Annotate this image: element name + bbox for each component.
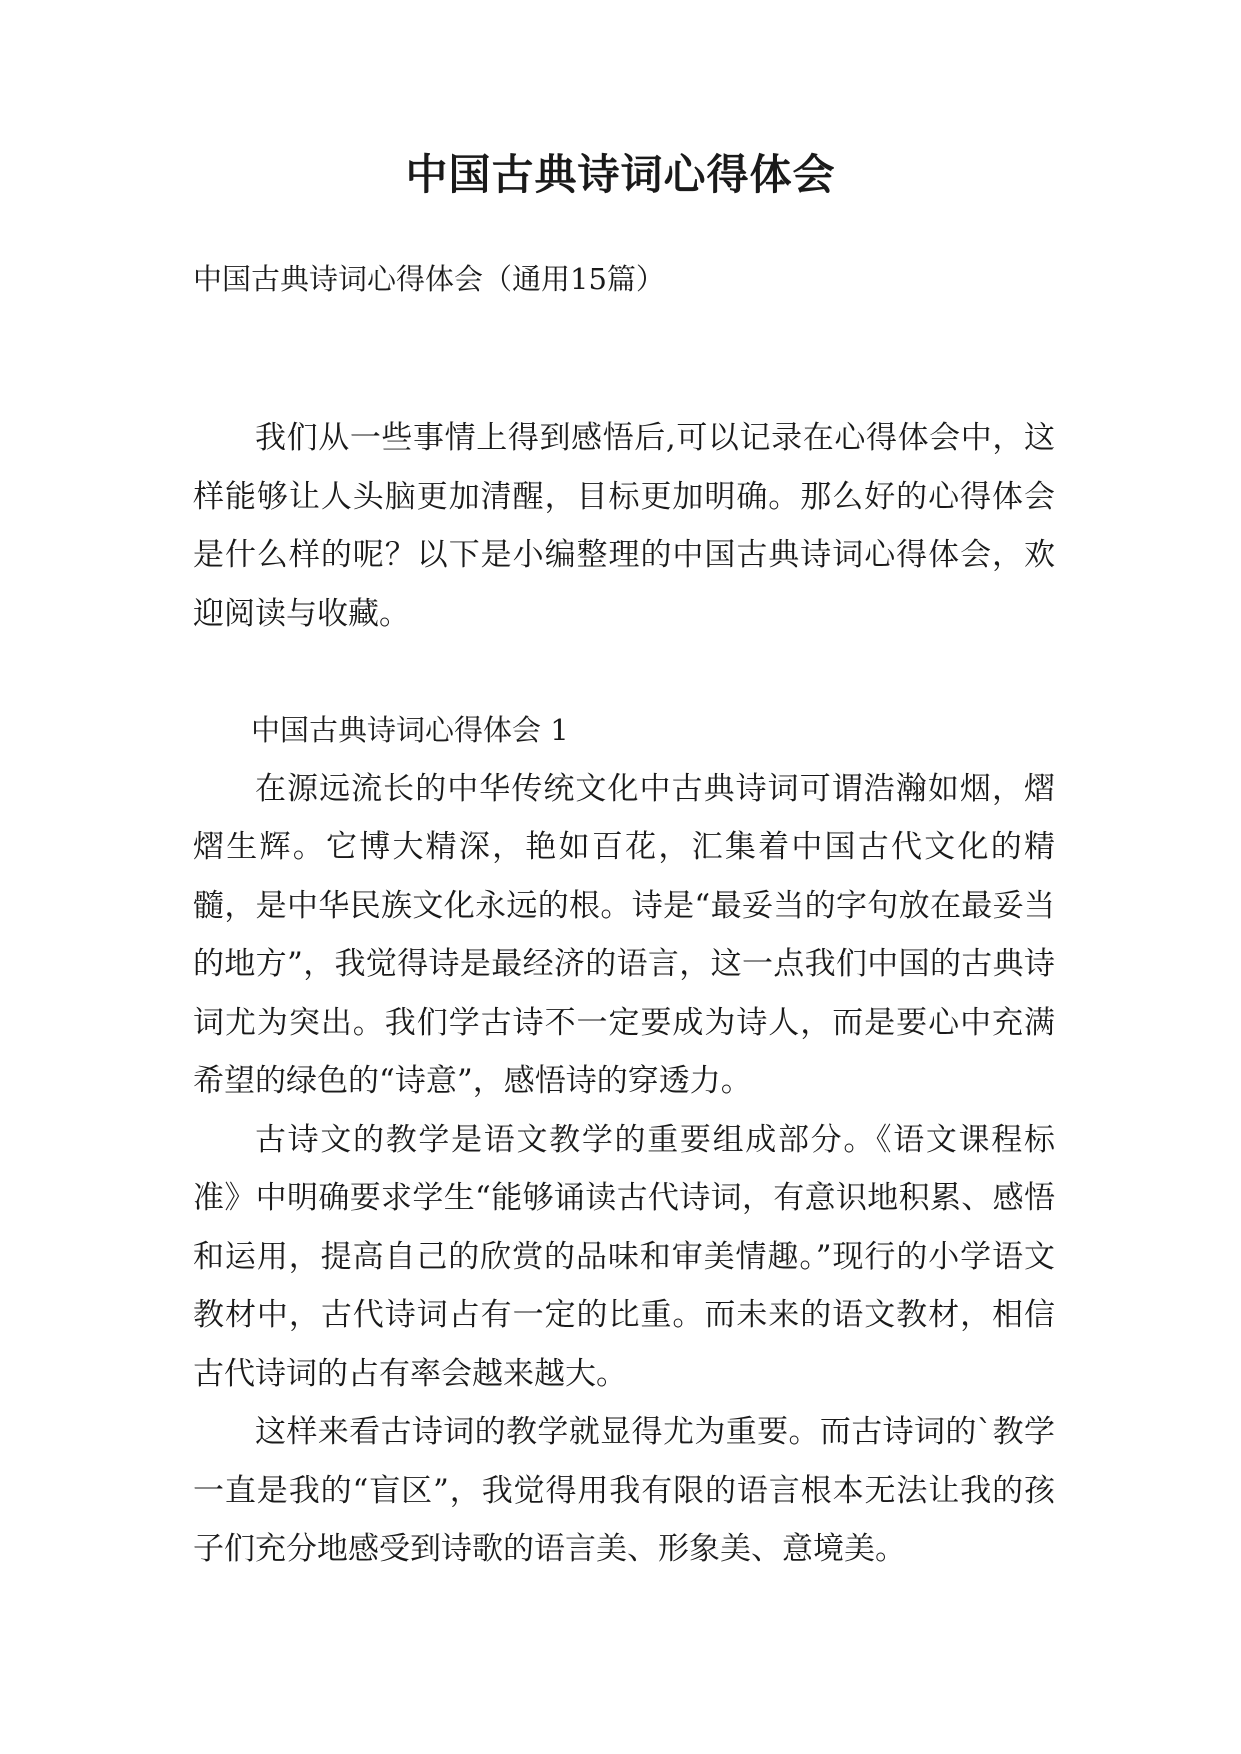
body-paragraph: 古诗文的教学是语文教学的重要组成部分。《语文课程标准》中明确要求学生“能够诵读古代诗词，有意识地积累、感悟和运用，提高自己的欣赏的品味和审美情趣。”现行的小学语文教材中，古代诗词占有一定的比重。而未来的语文教材，相信古代诗词的占有率会越来越大。 [193,1121,1055,1392]
body-paragraph: 这样来看古诗词的教学就显得尤为重要。而古诗词的`教学一直是我的“盲区”，我觉得用我有限的语言根本无法让我的孩子们充分地感受到诗歌的语言美、形象美、意境美。 [193,1414,1055,1567]
document-body [193,409,1055,1579]
section-heading: 中国古典诗词心得体会 1 [251,713,569,747]
intro-paragraph: 我们从一些事情上得到感悟后,可以记录在心得体会中，这样能够让人头脑更加清醒，目标更加明确。那么好的心得体会是什么样的呢？以下是小编整理的中国古典诗词心得体会，欢迎阅读与收藏。 [193,420,1055,632]
document-title: 中国古典诗词心得体会 [405,150,836,199]
body-paragraph: 在源远流长的中华传统文化中古典诗词可谓浩瀚如烟，熠熠生辉。它博大精深，艳如百花，汇集着中国古代文化的精髓，是中华民族文化永远的根。诗是“最妥当的字句放在最妥当的地方”，我觉得诗是最经济的语言，这一点我们中国的古典诗词尤为突出。我们学古诗不一定要成为诗人，而是要心中充满希望的绿色的“诗意”，感悟诗的穿透力。 [193,770,1055,1099]
document-subtitle: 中国古典诗词心得体会（通用15篇） [193,262,665,296]
